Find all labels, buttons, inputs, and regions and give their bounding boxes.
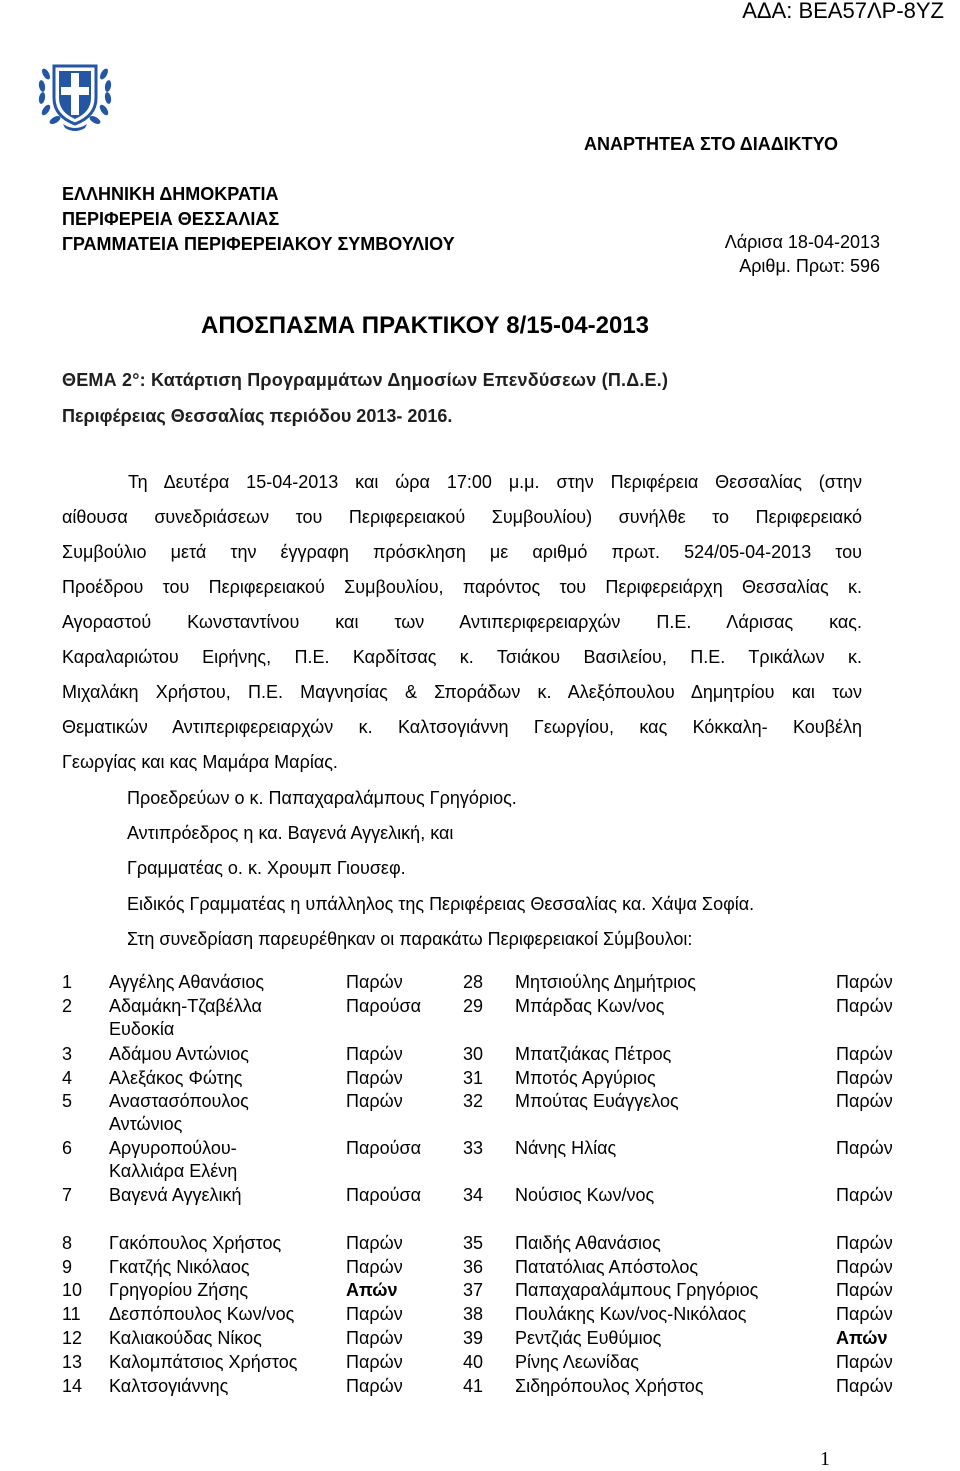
- subject-line: Περιφέρειας Θεσσαλίας περιόδου 2013- 2016.: [62, 406, 453, 426]
- row-number-right: 41: [463, 1376, 484, 1396]
- attendance-status-right: Παρών: [836, 1233, 893, 1253]
- posted-online-notice: ΑΝΑΡΤΗΤΕΑ ΣΤΟ ΔΙΑΔΙΚΤΥΟ: [584, 134, 838, 154]
- attendance-status-left: Παρών: [346, 972, 403, 992]
- row-number-right: 37: [463, 1280, 484, 1300]
- attendance-status-left: Παρών: [346, 1044, 403, 1064]
- row-number-right: 33: [463, 1138, 484, 1158]
- attendance-status-left: Παρών: [346, 1257, 403, 1277]
- document-title: ΑΠΟΣΠΑΣΜΑ ΠΡΑΚΤΙΚΟΥ 8/15-04-2013: [201, 312, 650, 339]
- header-line: ΕΛΛΗΝΙΚΗ ΔΗΜΟΚΡΑΤΙΑ: [62, 184, 279, 204]
- attendance-status-left: Παρούσα: [346, 1138, 422, 1158]
- councillor-name-right: Παπαχαραλάμπους Γρηγόριος: [515, 1280, 759, 1300]
- councillor-name-right: Παιδής Αθανάσιος: [515, 1233, 661, 1253]
- councillor-name-right: Νούσιος Κων/νος: [515, 1185, 655, 1205]
- officer-line: Ειδικός Γραμματέας η υπάλληλος της Περιφέρειας Θεσσαλίας κα. Χάψα Σοφία.: [127, 894, 755, 914]
- councillor-name-left: Αγγέλης Αθανάσιος: [109, 972, 265, 992]
- attendance-status-left: Παρών: [346, 1376, 403, 1396]
- row-number-left: 8: [62, 1233, 73, 1253]
- row-number-right: 39: [463, 1328, 484, 1348]
- row-number-right: 36: [463, 1257, 484, 1277]
- councillor-name-right: Πατατόλιας Απόστολος: [515, 1257, 699, 1277]
- officer-line: Προεδρεύων ο κ. Παπαχαραλάμπους Γρηγόριος.: [127, 788, 517, 808]
- attendance-status-left: Παρών: [346, 1068, 403, 1088]
- councillor-name-left-continued: Καλλιάρα Ελένη: [109, 1161, 238, 1181]
- councillor-name-right: Ρίνης Λεωνίδας: [515, 1352, 639, 1372]
- councillor-name-left: Αναστασόπουλος: [109, 1091, 249, 1111]
- attendance-status-right: Παρών: [836, 1352, 893, 1372]
- attendance-status-right: Παρών: [836, 1304, 893, 1324]
- attendance-status-right: Παρών: [836, 972, 893, 992]
- paragraph-line: Αγοραστού Κωνσταντίνου και των Αντιπεριφερειαρχών Π.Ε. Λάρισας κας.: [62, 612, 862, 632]
- row-number-left: 10: [62, 1280, 83, 1300]
- attendance-status-right: Παρών: [836, 996, 893, 1016]
- row-number-left: 9: [62, 1257, 73, 1277]
- attendance-status-right: Παρών: [836, 1257, 893, 1277]
- councillor-name-right: Μπάρδας Κων/νος: [515, 996, 665, 1016]
- row-number-left: 13: [62, 1352, 83, 1372]
- councillor-name-left: Αδάμου Αντώνιος: [109, 1044, 249, 1064]
- councillor-name-left: Καλομπάτσιος Χρήστος: [109, 1352, 298, 1372]
- paragraph-line: Μιχαλάκη Χρήστου, Π.Ε. Μαγνησίας & Σποράδων κ. Αλεξόπουλου Δημητρίου και των: [62, 682, 862, 702]
- page-number: 1: [820, 1448, 830, 1470]
- councillor-name-right: Μητσιούλης Δημήτριος: [515, 972, 696, 992]
- row-number-right: 28: [463, 972, 484, 992]
- paragraph-line: αίθουσα συνεδριάσεων του Περιφερειακού Συμβουλίου) συνήλθε το Περιφερειακό: [62, 507, 862, 527]
- subject-line: ΘΕΜΑ 2°: Κατάρτιση Προγραμμάτων Δημοσίων Επενδύσεων (Π.Δ.Ε.): [62, 370, 669, 390]
- attendance-status-left: Παρών: [346, 1304, 403, 1324]
- place-date: Λάρισα 18-04-2013: [724, 232, 880, 252]
- header-line: ΠΕΡΙΦΕΡΕΙΑ ΘΕΣΣΑΛΙΑΣ: [62, 209, 280, 229]
- attendance-status-left: Παρών: [346, 1233, 403, 1253]
- row-number-right: 40: [463, 1352, 484, 1372]
- row-number-left: 7: [62, 1185, 73, 1205]
- header-line: ΓΡΑΜΜΑΤΕΙΑ ΠΕΡΙΦΕΡΕΙΑΚΟΥ ΣΥΜΒΟΥΛΙΟΥ: [62, 234, 455, 254]
- row-number-left: 11: [62, 1304, 81, 1324]
- attendance-status-right: Απών: [836, 1328, 888, 1348]
- councillor-name-left: Βαγενά Αγγελική: [109, 1185, 242, 1205]
- councillor-name-right: Μπούτας Ευάγγελος: [515, 1091, 679, 1111]
- row-number-left: 5: [62, 1091, 73, 1111]
- attendance-status-right: Παρών: [836, 1376, 893, 1396]
- row-number-left: 4: [62, 1068, 73, 1088]
- councillor-name-left: Αδαμάκη-Τζαβέλλα: [109, 996, 262, 1016]
- paragraph-line: Προέδρου του Περιφερειακού Συμβουλίου, παρόντος του Περιφερειάρχη Θεσσαλίας κ.: [62, 577, 862, 597]
- attendance-status-right: Παρών: [836, 1138, 893, 1158]
- councillor-name-right: Μπατζιάκας Πέτρος: [515, 1044, 672, 1064]
- ada-code: ΑΔΑ: ΒΕΑ57ΛΡ-8ΥΖ: [742, 0, 944, 23]
- row-number-left: 2: [62, 996, 73, 1016]
- councillor-name-right: Νάνης Ηλίας: [515, 1138, 617, 1158]
- councillor-name-right: Πουλάκης Κων/νος-Νικόλαος: [515, 1304, 747, 1324]
- protocol-number: Αριθμ. Πρωτ: 596: [739, 256, 880, 276]
- councillor-name-right: Ρεντζιάς Ευθύμιος: [515, 1328, 662, 1348]
- attendance-status-left: Παρών: [346, 1352, 403, 1372]
- row-number-left: 12: [62, 1328, 83, 1348]
- row-number-right: 29: [463, 996, 484, 1016]
- councillor-name-left: Καλιακούδας Νίκος: [109, 1328, 262, 1348]
- row-number-right: 32: [463, 1091, 484, 1111]
- row-number-left: 6: [62, 1138, 73, 1158]
- row-number-right: 30: [463, 1044, 484, 1064]
- paragraph-line: Συμβούλιο μετά την έγγραφη πρόσκληση με αριθμό πρωτ. 524/05-04-2013 του: [62, 542, 862, 562]
- attendance-status-left: Απών: [346, 1280, 398, 1300]
- row-number-right: 34: [463, 1185, 484, 1205]
- councillor-name-left: Δεσπόπουλος Κων/νος: [109, 1304, 295, 1324]
- attendance-status-right: Παρών: [836, 1091, 893, 1111]
- row-number-right: 35: [463, 1233, 484, 1253]
- attendance-status-right: Παρών: [836, 1185, 893, 1205]
- councillor-name-right: Σιδηρόπουλος Χρήστος: [515, 1376, 704, 1396]
- officer-line: Στη συνεδρίαση παρευρέθηκαν οι παρακάτω Περιφερειακοί Σύμβουλοι:: [127, 929, 693, 949]
- officer-line: Αντιπρόεδρος η κα. Βαγενά Αγγελική, και: [127, 823, 454, 843]
- attendance-status-right: Παρών: [836, 1068, 893, 1088]
- officer-line: Γραμματέας ο. κ. Χρουμπ Γιουσεφ.: [127, 858, 406, 878]
- councillor-name-left: Καλτσογιάννης: [109, 1376, 229, 1396]
- councillor-name-left-continued: Αντώνιος: [109, 1114, 183, 1134]
- row-number-left: 1: [62, 972, 73, 992]
- councillor-name-left: Γακόπουλος Χρήστος: [109, 1233, 282, 1253]
- paragraph-line: Γεωργίας και κας Μαμάρα Μαρίας.: [62, 752, 338, 772]
- paragraph-line: Θεματικών Αντιπεριφερειαρχών κ. Καλτσογιάννη Γεωργίου, κας Κόκκαλη- Κουβέλη: [62, 717, 862, 737]
- attendance-status-left: Παρούσα: [346, 996, 422, 1016]
- councillor-name-left-continued: Ευδοκία: [109, 1019, 175, 1039]
- attendance-status-right: Παρών: [836, 1280, 893, 1300]
- row-number-right: 38: [463, 1304, 484, 1324]
- greek-coat-of-arms-icon: [36, 58, 114, 132]
- paragraph-line: Τη Δευτέρα 15-04-2013 και ώρα 17:00 μ.μ. στην Περιφέρεια Θεσσαλίας (στην: [128, 472, 862, 492]
- councillor-name-left: Αλεξάκος Φώτης: [109, 1068, 243, 1088]
- councillor-name-right: Μποτός Αργύριος: [515, 1068, 656, 1088]
- row-number-left: 14: [62, 1376, 83, 1396]
- councillor-name-left: Αργυροπούλου-: [109, 1138, 237, 1158]
- attendance-status-left: Παρών: [346, 1328, 403, 1348]
- row-number-right: 31: [463, 1068, 484, 1088]
- row-number-left: 3: [62, 1044, 73, 1064]
- attendance-status-left: Παρών: [346, 1091, 403, 1111]
- councillor-name-left: Γκατζής Νικόλαος: [109, 1257, 250, 1277]
- councillor-name-left: Γρηγορίου Ζήσης: [109, 1280, 249, 1300]
- attendance-status-right: Παρών: [836, 1044, 893, 1064]
- paragraph-line: Καραλαριώτου Ειρήνης, Π.Ε. Καρδίτσας κ. Τσιάκου Βασιλείου, Π.Ε. Τρικάλων κ.: [62, 647, 862, 667]
- attendance-status-left: Παρούσα: [346, 1185, 422, 1205]
